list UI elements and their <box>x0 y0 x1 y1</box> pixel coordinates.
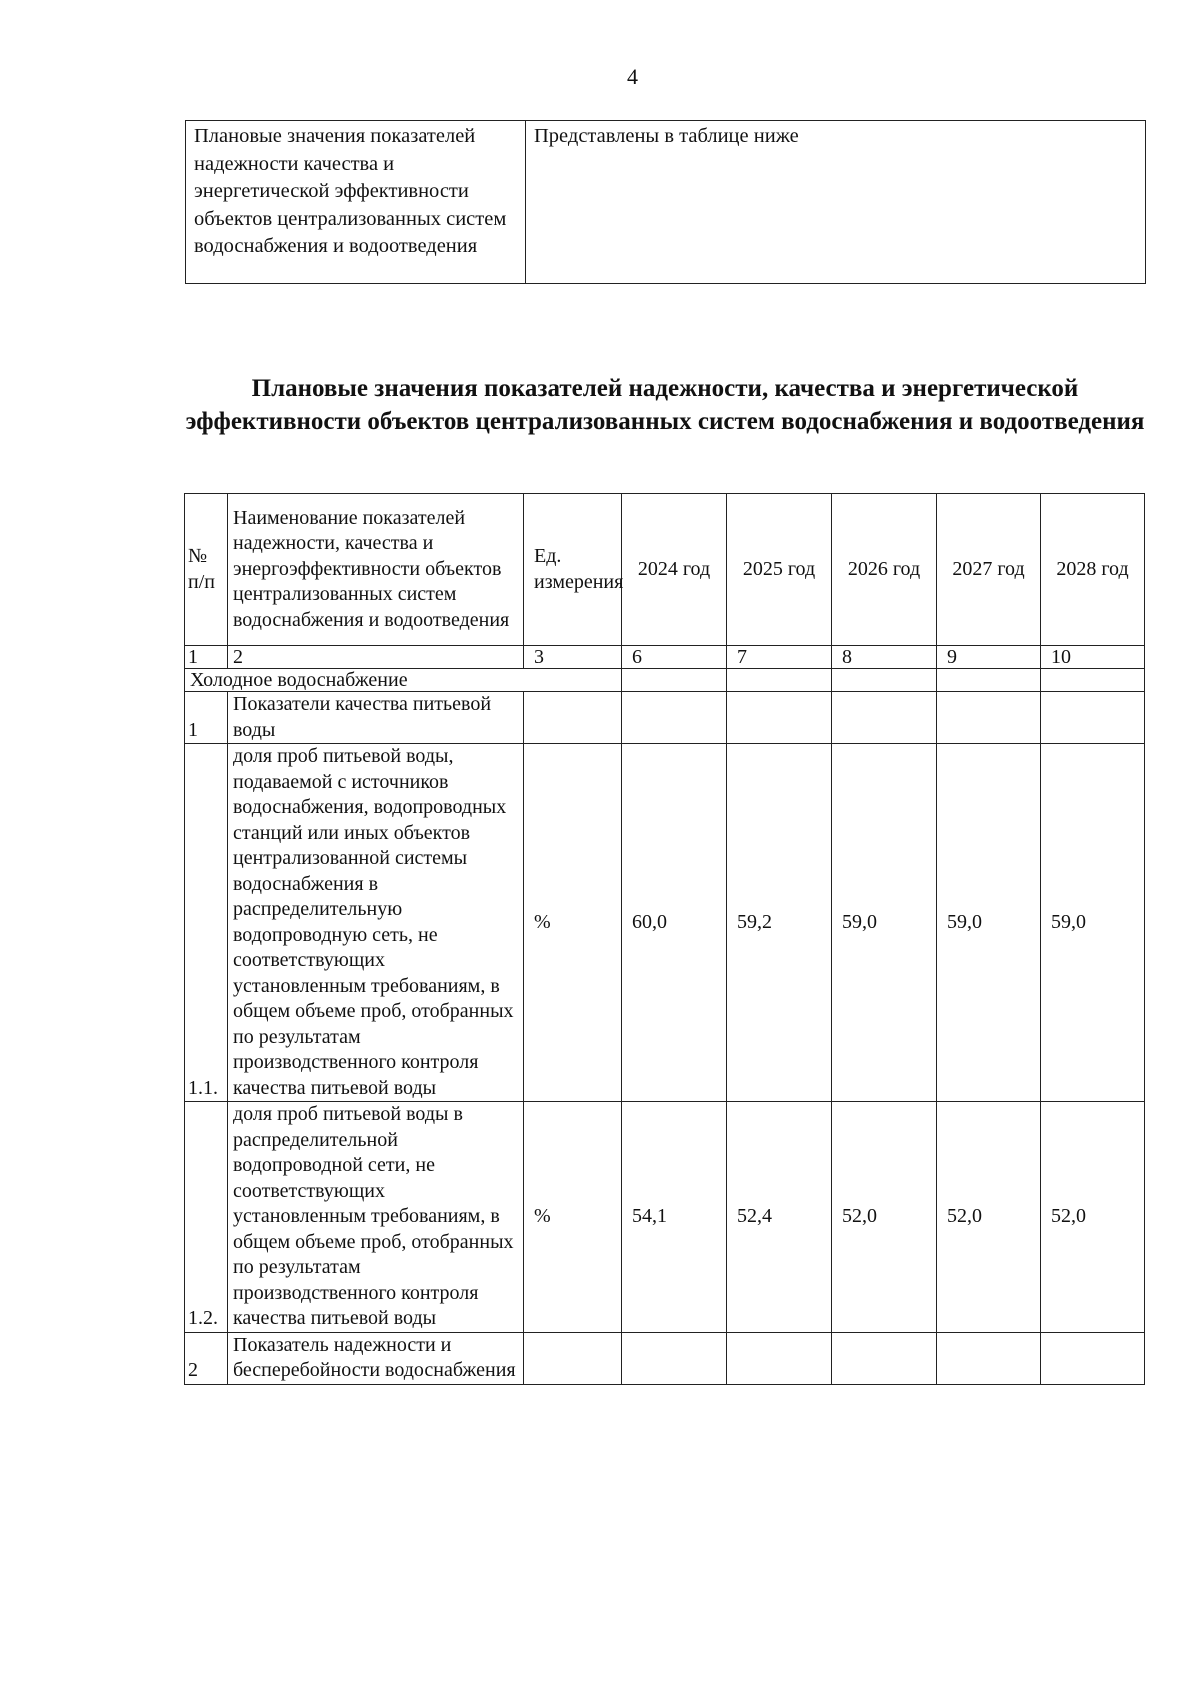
header-2024: 2024 год <box>622 494 727 646</box>
summary-value: Представлены в таблице ниже <box>526 121 1146 284</box>
table-row <box>185 744 1145 1102</box>
row-unit: % <box>524 744 622 1102</box>
row-num: 1.1. <box>185 744 228 1102</box>
row-value-2026: 52,0 <box>832 1102 937 1333</box>
header-row <box>185 494 1145 646</box>
row-value-2024 <box>622 1332 727 1384</box>
header-2025: 2025 год <box>727 494 832 646</box>
row-value-2028 <box>1041 1332 1145 1384</box>
row-value-2027 <box>937 692 1041 744</box>
table-row <box>185 692 1145 744</box>
column-number-row <box>185 646 1145 669</box>
page-number: 4 <box>627 64 638 89</box>
row-value-2026 <box>832 692 937 744</box>
header-2026: 2026 год <box>832 494 937 646</box>
row-num: 1.2. <box>185 1102 228 1333</box>
colnum-9: 9 <box>937 646 1041 669</box>
table-row <box>185 1102 1145 1333</box>
colnum-10: 10 <box>1041 646 1145 669</box>
row-value-2028: 52,0 <box>1041 1102 1145 1333</box>
row-name: Показатели качества питьевой воды <box>228 692 524 744</box>
header-num: № п/п <box>185 494 228 646</box>
row-value-2026: 59,0 <box>832 744 937 1102</box>
row-value-2025 <box>727 692 832 744</box>
row-value-2028: 59,0 <box>1041 744 1145 1102</box>
row-value-2024 <box>622 692 727 744</box>
row-value-2025: 52,4 <box>727 1102 832 1333</box>
row-num: 1 <box>185 692 228 744</box>
summary-row <box>186 121 1146 284</box>
colnum-8: 8 <box>832 646 937 669</box>
section-row <box>185 669 1145 692</box>
row-name: доля проб питьевой воды в распределительной водопроводной сети, не соответствующих установленным требованиям, в общем объеме проб, отобранных по результатам производственного контроля качества питьевой воды <box>228 1102 524 1333</box>
row-value-2027: 52,0 <box>937 1102 1041 1333</box>
colnum-2: 2 <box>228 646 524 669</box>
header-unit: Ед. измерения <box>524 494 622 646</box>
row-value-2027 <box>937 1332 1041 1384</box>
section-cell <box>937 669 1041 692</box>
section-cell <box>622 669 727 692</box>
colnum-3: 3 <box>524 646 622 669</box>
table-row <box>185 1332 1145 1384</box>
row-value-2025 <box>727 1332 832 1384</box>
row-value-2024: 60,0 <box>622 744 727 1102</box>
section-cell <box>727 669 832 692</box>
section-cell <box>832 669 937 692</box>
header-2028: 2028 год <box>1041 494 1145 646</box>
header-2027: 2027 год <box>937 494 1041 646</box>
header-name: Наименование показателей надежности, качества и энергоэффективности объектов централизованных систем водоснабжения и водоотведения <box>228 494 524 646</box>
row-unit: % <box>524 1102 622 1333</box>
summary-table <box>185 120 1146 284</box>
row-value-2026 <box>832 1332 937 1384</box>
row-value-2025: 59,2 <box>727 744 832 1102</box>
row-unit <box>524 1332 622 1384</box>
indicators-table <box>184 493 1145 1385</box>
colnum-1: 1 <box>185 646 228 669</box>
section-cold-water: Холодное водоснабжение <box>185 669 622 692</box>
colnum-6: 6 <box>622 646 727 669</box>
table-heading: Плановые значения показателей надежности, качества и энергетической эффективности объектов централизованных систем водоснабжения и водоотведения <box>185 375 1145 435</box>
row-name: доля проб питьевой воды, подаваемой с источников водоснабжения, водопроводных станций или иных объектов централизованной системы водоснабжения в распределительную водопроводную сеть, не соответствующих установленным требованиям, в общем объеме проб, отобранных по результатам производственного контроля качества питьевой воды <box>228 744 524 1102</box>
section-cell <box>1041 669 1145 692</box>
colnum-7: 7 <box>727 646 832 669</box>
row-num: 2 <box>185 1332 228 1384</box>
row-value-2027: 59,0 <box>937 744 1041 1102</box>
row-unit <box>524 692 622 744</box>
row-value-2024: 54,1 <box>622 1102 727 1333</box>
row-value-2028 <box>1041 692 1145 744</box>
summary-label: Плановые значения показателей надежности качества и энергетической эффективности объектов централизованных систем водоснабжения и водоотведения <box>186 121 526 284</box>
row-name: Показатель надежности и бесперебойности водоснабжения <box>228 1332 524 1384</box>
